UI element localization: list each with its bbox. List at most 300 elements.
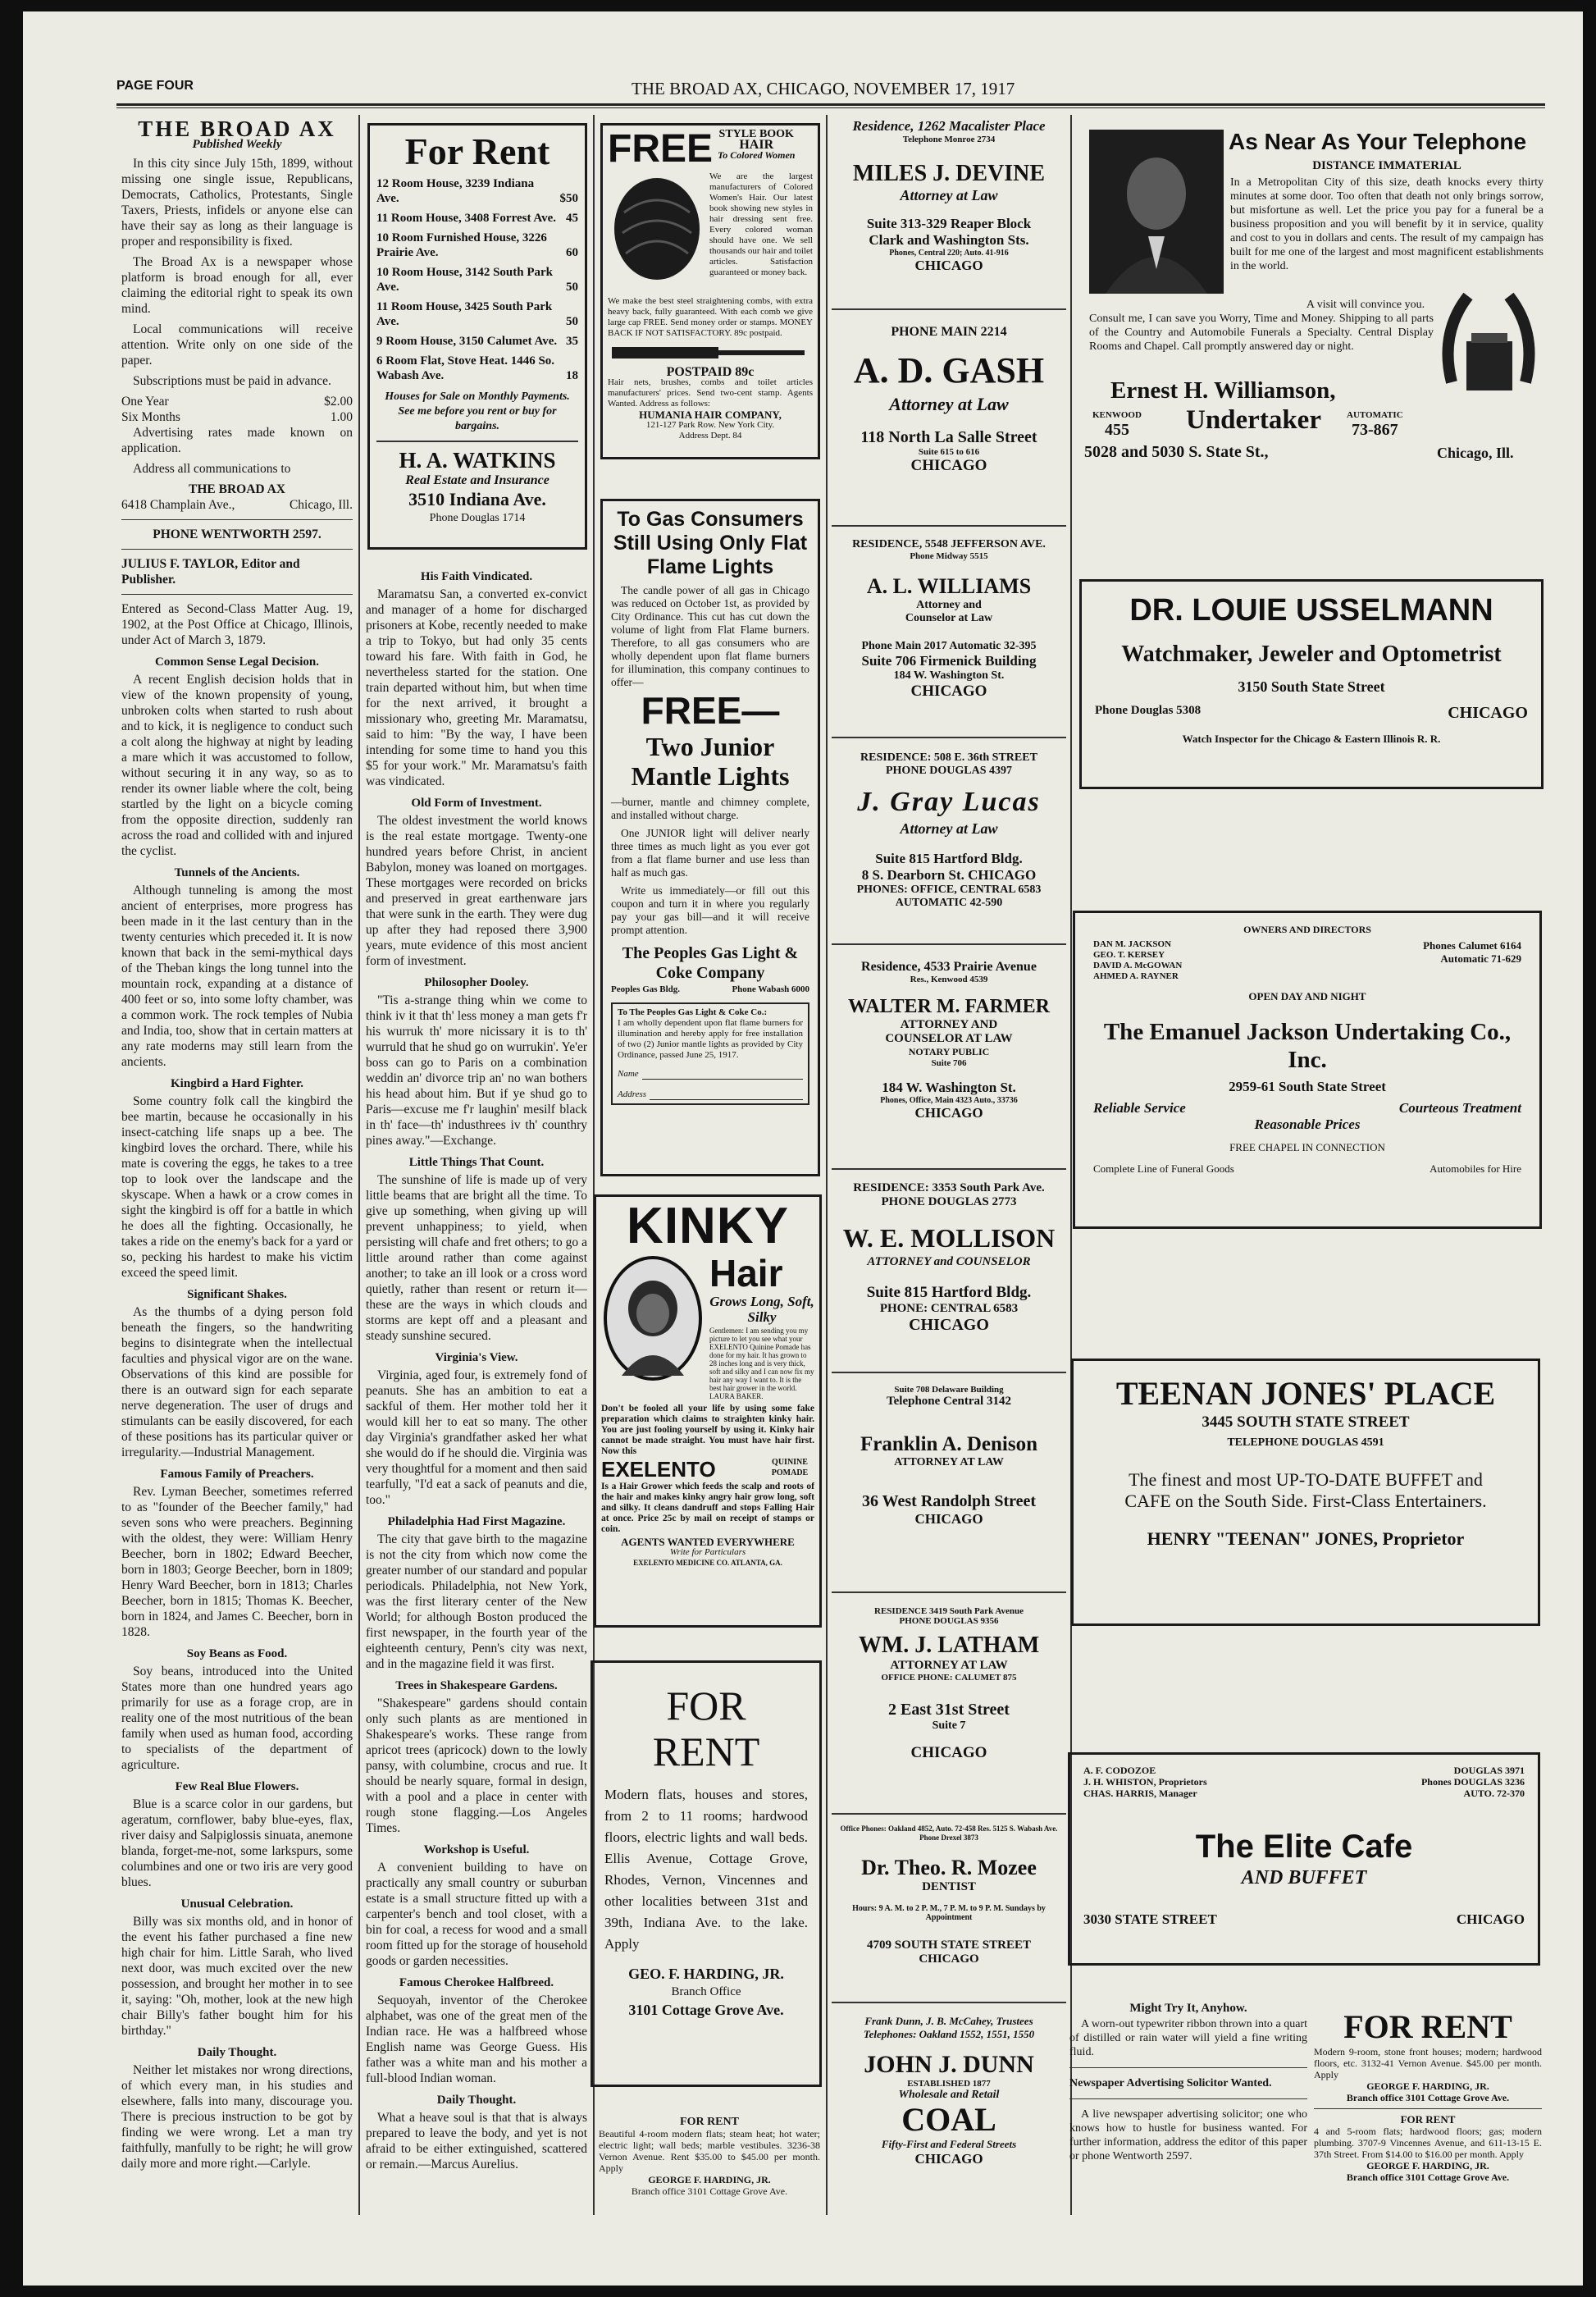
gash-card bbox=[830, 325, 1068, 512]
williamson-name: Ernest H. Williamson, bbox=[1110, 377, 1336, 404]
coupon-name-label: Name bbox=[618, 1069, 639, 1079]
card-phone: Phones, Central 220; Auto. 41-916 bbox=[889, 249, 1009, 258]
kinky-middle bbox=[601, 1253, 814, 1400]
for-rent-item-price: $50 bbox=[559, 192, 578, 205]
for-rent-item-text: 6 Room Flat, Stove Heat. 1446 So. Wabash Ave. bbox=[376, 354, 555, 382]
jackson-line: Complete Line of Funeral Goods bbox=[1093, 1162, 1234, 1175]
price-label: Six Months bbox=[121, 410, 180, 424]
gas-ad-two-lights: Two Junior Mantle Lights bbox=[631, 732, 790, 791]
price-value: 1.00 bbox=[330, 410, 353, 424]
card-suite: Suite 615 to 616 bbox=[918, 447, 980, 457]
gas-ad-bldg: Peoples Gas Bldg. bbox=[611, 984, 681, 994]
harding-for-rent-ad-4 bbox=[1309, 2005, 1547, 2207]
card-city: CHICAGO bbox=[910, 683, 987, 700]
masthead-platform: The Broad Ax is a newspaper whose platform is broad enough for all, ever claiming the editorial right to speak its own mind. bbox=[121, 255, 353, 316]
card-address: 118 North La Salle Street bbox=[860, 428, 1037, 446]
card-residence: Residence, 4533 Prairie Avenue bbox=[861, 960, 1037, 974]
jackson-service-row bbox=[1093, 1102, 1521, 1115]
card-phone: Phone Main 2017 Automatic 32-395 bbox=[861, 640, 1037, 652]
williamson-title: As Near As Your Telephone bbox=[1229, 129, 1527, 154]
article-heading: Soy Beans as Food. bbox=[186, 1647, 288, 1660]
for-rent-item bbox=[376, 265, 578, 295]
gas-ad-title: To Gas Consumers Still Using Only Flat Flame Lights bbox=[613, 508, 808, 578]
card-name: A. L. WILLIAMS bbox=[866, 574, 1032, 598]
article-heading: Common Sense Legal Decision. bbox=[155, 655, 319, 669]
article-heading: Might Try It, Anyhow. bbox=[1129, 2002, 1247, 2015]
williamson-visit: A visit will convince you. bbox=[1306, 299, 1425, 311]
rent4-title-2: FOR RENT bbox=[1400, 2113, 1456, 2126]
card-title: Attorney at Law bbox=[900, 187, 998, 203]
masthead-phone: PHONE WENTWORTH 2597. bbox=[153, 527, 321, 541]
article-heading: Daily Thought. bbox=[436, 2094, 517, 2107]
jackson-service: Reliable Service bbox=[1093, 1100, 1186, 1116]
article-heading: Little Things That Count. bbox=[408, 1156, 545, 1169]
column-six-bottom bbox=[1069, 2002, 1307, 2212]
article-body: Sequoyah, inventor of the Cherokee alphabet, was one of the great men of the Indian race. He was a halfbreed whose English name was George Guess. His father was a white man and his mother a full-blood Indian woman. bbox=[366, 1993, 587, 2085]
mollison-card bbox=[830, 1181, 1068, 1362]
article-body: A recent English decision holds that in view of the known propensity of young, unbroken colts when started to rush about and to kick, it is negligence to conduct such a colt along the highway at night by leading a mare which it was accustomed to follow, without securing it in any way, so as to render its owner liable where the colt, being startled by the light on a bicycle coming from the opposite direction, suddenly ran across the road and collided with and injured the cyclist. bbox=[121, 673, 353, 858]
card-established: ESTABLISHED 1877 bbox=[907, 2079, 991, 2089]
hair-ad-address: 121-127 Park Row. New York City. bbox=[645, 420, 775, 430]
article-body: Billy was six months old, and in honor of the event his father purchased a fine new high chair for him. Little Sarah, who lived next door, was much excited over the new possession, and brought her mother in to see it, saying: "Oh, mother, look at the new high chair Billy's father bought him for his birthday." bbox=[121, 1915, 353, 2038]
for-rent-item-text: 9 Room House, 3150 Calumet Ave. bbox=[376, 335, 558, 348]
jackson-phones bbox=[1423, 939, 1521, 982]
elite-top-row bbox=[1083, 1765, 1525, 1799]
article-heading: Philosopher Dooley. bbox=[424, 976, 529, 989]
usselmann-address: 3150 South State Street bbox=[1238, 678, 1385, 695]
rent3-body: Beautiful 4-room modern flats; steam heat; hot water; electric light; wall beds; marble vestibules. 3236-38 Vernon Avenue. Rent $35.00 to $45.00 per month. Apply bbox=[599, 2128, 820, 2174]
harding-for-rent-ad bbox=[591, 1660, 822, 2087]
usselmann-sub: Watchmaker, Jeweler and Optometrist bbox=[1121, 642, 1502, 667]
card-name: Franklin A. Denison bbox=[860, 1433, 1038, 1455]
hair-ad-free: FREE bbox=[608, 127, 714, 171]
hair-ad-postpaid: POSTPAID 89c bbox=[666, 365, 755, 379]
hair-style-book-ad bbox=[600, 123, 820, 459]
divider bbox=[121, 594, 353, 595]
card-name: J. Gray Lucas bbox=[857, 787, 1041, 817]
kinky-warning: Don't be fooled all your life by using some fake preparation which claims to straighten kinky hair. You are just fooling yourself by using it. Kinky hair cannot be made straight. You must have hair first. Now this bbox=[601, 1404, 814, 1456]
article-heading: Daily Thought. bbox=[197, 2046, 277, 2059]
price-label: One Year bbox=[121, 395, 169, 409]
jackson-auto: Automatic 71-629 bbox=[1440, 952, 1521, 965]
dateline: THE BROAD AX, CHICAGO, NOVEMBER 17, 1917 bbox=[632, 79, 1015, 98]
card-residence: RESIDENCE: 3353 South Park Ave. bbox=[853, 1181, 1045, 1194]
card-title: Counselor at Law bbox=[905, 612, 993, 624]
card-phone: Telephones: Oakland 1552, 1551, 1550 bbox=[863, 2028, 1035, 2040]
hair-ad-hair: HAIR bbox=[739, 138, 774, 152]
rent2-body: Modern flats, houses and stores, from 2 to 11 rooms; hardwood floors, electric lights and wall beds. Ellis Avenue, Cottage Grove, Rhodes, Vernon, Vincennes and other localities between 31st and 39th, Indiana Ave. to the lake. Apply bbox=[604, 1787, 808, 1952]
jackson-address: 2959-61 South State Street bbox=[1229, 1079, 1386, 1094]
for-rent-item-text: 10 Room House, 3142 South Park Ave. bbox=[376, 266, 554, 294]
teenan-proprietor: HENRY "TEENAN" JONES, Proprietor bbox=[1147, 1528, 1465, 1549]
article-body: "Shakespeare" gardens should contain only such plants as are mentioned in Shakespeare's works. These range from apricot trees (apricock) down to the lowly pansy, with columbine, crocus and rue. It should be nearly square, formal in design, with a pool and a place in center with rough stone flagging.—Los Angeles Times. bbox=[366, 1696, 587, 1835]
williamson-consult: Consult me, I can save you Worry, Time and Money. Shipping to all parts of the Country and Automobile Funerals a Specialty. Central Display Rooms and Chapel. Call promptly answered day or night. bbox=[1089, 313, 1434, 353]
article-body: The oldest investment the world knows is the real estate mortgage. Twenty-one hundred years before Christ, in ancient Babylon, money was loaned on mortgages. These mortgages were recorded on bricks and preserved in great earthenware jars that were sunk in the earth. They were dug up after they had reposed there 3,900 years, mute evidence of this most ancient form of investment. bbox=[366, 814, 587, 968]
williamson-subtitle: DISTANCE IMMATERIAL bbox=[1312, 159, 1461, 172]
elite-proprietors bbox=[1083, 1765, 1207, 1799]
gas-ad-desc: —burner, mantle and chimney complete, and installed without charge. bbox=[611, 796, 809, 821]
price-value: $2.00 bbox=[324, 395, 353, 409]
hair-ad-body: We are the largest manufacturers of Colored Women's Hair. Our latest book showing new styles in hair dressing sent free. Every colored woman should have one. We sell thousands our hair and toilet articles. Satisfaction guaranteed or money back. bbox=[709, 171, 813, 277]
williamson-portrait bbox=[1089, 130, 1224, 294]
article-body: Neither let mistakes nor wrong directions, of which every man, in his studies and elsewhere, falls into many, discourage you. There is precious instruction to be got by finding we were wrong. Let a man try faithfully, manfully to be right; he will grow daily more and more right.—Carlyle. bbox=[121, 2063, 353, 2171]
article-heading: Famous Family of Preachers. bbox=[160, 1468, 314, 1481]
williams-card bbox=[830, 538, 1068, 719]
card-city: CHICAGO bbox=[914, 2151, 983, 2167]
for-rent-item-price: 45 bbox=[566, 212, 578, 225]
card-residence: RESIDENCE, 5548 JEFFERSON AVE. bbox=[852, 538, 1046, 550]
masthead-paper: THE BROAD AX bbox=[189, 482, 285, 496]
card-phone: PHONE: CENTRAL 6583 bbox=[879, 1302, 1019, 1315]
divider bbox=[832, 737, 1066, 738]
card-name: A. D. GASH bbox=[853, 350, 1045, 390]
card-name: MILES J. DEVINE bbox=[852, 161, 1046, 186]
divider bbox=[832, 943, 1066, 945]
for-rent-item-price: 60 bbox=[566, 246, 578, 259]
card-address: Suite 313-329 Reaper Block bbox=[866, 216, 1032, 231]
elite-name: The Elite Cafe bbox=[1195, 1829, 1413, 1865]
kinky-hair-ad bbox=[594, 1194, 822, 1628]
card-residence-phone: PHONE DOUGLAS 4397 bbox=[885, 765, 1012, 777]
card-address: 36 West Randolph Street bbox=[861, 1492, 1037, 1510]
jackson-owner: AHMED A. RAYNER bbox=[1093, 971, 1179, 981]
masthead-address-to: Address all communications to bbox=[133, 462, 291, 476]
masthead-entered: Entered as Second-Class Matter Aug. 19, 1902, at the Post Office at Chicago, Illinois, under Act of March 3, 1879. bbox=[121, 602, 353, 647]
card-residence-phone: Res., Kenwood 4539 bbox=[910, 975, 988, 984]
kinky-grower: Is a Hair Grower which feeds the scalp and roots of the hair and makes kinky angry hair grow long, soft and silky. It cleans dandruff and stops Falling Hair at once. Price 25c by mail on receipt of stamps or coin. bbox=[601, 1482, 814, 1534]
denison-card bbox=[830, 1385, 1068, 1582]
for-rent-item bbox=[376, 211, 578, 226]
hair-ad-top bbox=[608, 129, 813, 170]
article-heading: Workshop is Useful. bbox=[423, 1843, 530, 1856]
article-body: Although tunneling is among the most ancient of enterprises, more progress has been made in it the last century than in the twenty centuries which preceded it. It is now known that back in the semi-mythical days of the Theban kings the long tunnel into the mountain rock, expanding at a distance of 400 feet or so, into some lofty chamber, was a common work. The rock temples of Nubia and India, too, show that in certain matters at any rate moderns may still learn from the ancients. bbox=[121, 884, 353, 1069]
article-body: "Tis a-strange thing whin we come to think iv it that th' less money a man gets f'r his wurruk th' more nicissary it is to th' wurruld that he shud go on wurrukin'. Ye'er boss can go to Paris on a combination weddin an' divorce trip an' no wan bothers his head about him. But if ye shud go to Paris—excuse me f'r laughin' mesilf black in th' face—th' industhrees iv th' counthry pines away."—Exchange. bbox=[366, 993, 587, 1148]
williamson-undertaker: Undertaker bbox=[1186, 405, 1321, 435]
for-rent-item-price: 50 bbox=[566, 281, 578, 294]
rent3-agent: GEORGE F. HARDING, JR. bbox=[648, 2174, 771, 2185]
divider bbox=[1069, 2067, 1307, 2068]
card-address: Suite 706 Firmenick Building bbox=[861, 653, 1037, 669]
elite-proprietor: A. F. CODOZOE bbox=[1083, 1765, 1156, 1776]
hair-ad-comb: We make the best steel straightening combs, with extra heavy back, fully guaranteed. With each comb we give large cap FREE. Send money order or stamps. MONEY BACK IF NOT SATISFACTORY. 89c postpaid. bbox=[608, 296, 813, 338]
jackson-line-row bbox=[1093, 1162, 1521, 1176]
hair-ad-company: HUMANIA HAIR COMPANY, bbox=[639, 409, 782, 421]
kinky-hair-title: Hair bbox=[709, 1252, 783, 1295]
article-heading: Old Form of Investment. bbox=[411, 797, 542, 810]
jackson-phone: Phones Calumet 6164 bbox=[1423, 939, 1521, 952]
jackson-names bbox=[1093, 939, 1182, 982]
for-rent-list bbox=[376, 176, 578, 383]
rent3-office: Branch office 3101 Cottage Grove Ave. bbox=[631, 2185, 788, 2197]
williamson-auto bbox=[1347, 410, 1403, 439]
card-trustees: Frank Dunn, J. B. McCahey, Trustees bbox=[864, 2015, 1033, 2027]
card-residence-phone: Telephone Monroe 2734 bbox=[902, 135, 996, 144]
mozee-card bbox=[830, 1824, 1068, 1964]
rent4-body-2: 4 and 5-room flats; hardwood floors; gas; modern plumbing. 3707-9 Vincennes Avenue, and 611-13-15 E. 37th Street. From $14.00 to $16.00 per month. Apply bbox=[1314, 2126, 1542, 2160]
agent-phone: Phone Douglas 1714 bbox=[429, 512, 526, 524]
rent4-agent: GEORGE F. HARDING, JR. bbox=[1366, 2080, 1489, 2092]
teenan-body: The finest and most UP-TO-DATE BUFFET and CAFE on the South Side. First-Class Entertainers. bbox=[1124, 1469, 1487, 1511]
article-heading: His Faith Vindicated. bbox=[420, 570, 533, 583]
card-address: 184 W. Washington St. bbox=[893, 669, 1005, 682]
card-suite: Suite 7 bbox=[932, 1719, 966, 1732]
article-body: Blue is a scarce color in our gardens, but ageratum, cornflower, baby blue-eyes, flax, river daisy and Salpiglossis sinuata, anemone blanda, forget-me-not, some larkspurs, some columbines and one or two iris are very good blues. bbox=[121, 1797, 353, 1889]
card-coal: COAL bbox=[901, 2101, 996, 2138]
article-body: Soy beans, introduced into the United States more than one hundred years ago primarily for use as a forage crop, are in reality one of the most nutritious of the bean family when used as human food, according to specialists of the department of agriculture. bbox=[121, 1665, 353, 1772]
jackson-chapel: FREE CHAPEL IN CONNECTION bbox=[1229, 1141, 1385, 1153]
kinky-pomade: QUININE POMADE bbox=[771, 1458, 809, 1477]
divider bbox=[832, 525, 1066, 527]
masthead-intro: In this city since July 15th, 1899, without missing one single issue, Republicans, Democrats, Catholics, Protestants, Single Taxers, Priests, infidels or anyone else can have their say as long as their language is proper and responsibility is fixed. bbox=[121, 157, 353, 249]
rent2-office: Branch Office bbox=[671, 1985, 741, 1998]
card-phone: Telephone Central 3142 bbox=[887, 1395, 1011, 1408]
rent2-agent: GEO. F. HARDING, JR. bbox=[628, 1966, 784, 1982]
agent-address: 3510 Indiana Ave. bbox=[408, 489, 546, 509]
divider bbox=[832, 1372, 1066, 1373]
elite-phones bbox=[1421, 1765, 1525, 1799]
card-suite: Suite 706 bbox=[931, 1058, 967, 1068]
card-title: ATTORNEY AT LAW bbox=[890, 1659, 1008, 1672]
masthead-adv: Advertising rates made known on application. bbox=[121, 426, 353, 455]
card-city: CHICAGO bbox=[919, 1952, 979, 1964]
williamson-city: Chicago, Ill. bbox=[1437, 445, 1514, 461]
rent4-body: Modern 9-room, stone front houses; modern; hardwood floors, etc. 3132-41 Vernon Avenue. $45.00 per month. Apply bbox=[1314, 2046, 1542, 2080]
rent4-agent-2: GEORGE F. HARDING, JR. bbox=[1366, 2160, 1489, 2171]
card-phone-top: PHONE MAIN 2214 bbox=[891, 325, 1007, 339]
rent2-title-2: RENT bbox=[652, 1728, 760, 1774]
elite-manager: CHAS. HARRIS, Manager bbox=[1083, 1788, 1197, 1799]
card-title: COUNSELOR AT LAW bbox=[885, 1032, 1013, 1045]
divider bbox=[832, 1813, 1066, 1815]
masthead bbox=[121, 121, 353, 2213]
card-residence-phone: PHONE DOUGLAS 2773 bbox=[881, 1195, 1017, 1208]
article-body: Some country folk call the kingbird the bee martin, because he occasionally in his insect-catching life snaps up a bee. The kingbird loves the orchard. There, while his mate is covering the eggs, he takes to a tree top to look over the landscape and the skyscape. When a hawk or a crow comes in sight the kingbird is off for a battle in which he does all the fighting. Occasionally, he takes a ride on the enemy's back for a yard or so, pecking his hardest to make his victim exceed the speed limit. bbox=[121, 1094, 353, 1280]
for-rent-item-text: 11 Room House, 3408 Forrest Ave. bbox=[376, 212, 557, 225]
card-phone: Phones, Office, Main 4323 Auto., 33736 bbox=[880, 1096, 1018, 1105]
coupon-body: I am wholly dependent upon flat flame burners for illumination and hereby apply for free installation of two (2) Junior mantle lights as provided by City Ordinance, passed June 25, 1917. bbox=[618, 1018, 803, 1060]
agent-sub: Real Estate and Insurance bbox=[405, 473, 549, 487]
lucas-card bbox=[830, 751, 1068, 932]
for-rent-title: For Rent bbox=[404, 130, 550, 172]
card-address: Clark and Washington Sts. bbox=[869, 232, 1029, 248]
article-body: A convenient building to have on practically any small country or suburban estate is a small structure fitted up with a carpenter's bench and tool closet, with a bin for coal, a recess for wood and a small room fitted up for the storage of household goods or garden necessities. bbox=[366, 1861, 587, 1968]
card-phone: AUTOMATIC 42-590 bbox=[895, 897, 1003, 909]
elite-cafe-ad bbox=[1068, 1752, 1540, 1966]
usselmann-phone: Phone Douglas 5308 bbox=[1095, 704, 1202, 717]
auto-label: AUTOMATIC bbox=[1347, 410, 1403, 420]
article-body: The city that gave birth to the magazine is not the city from which now come the greater number of our standard and popular periodicals. Philadelphia, not New York, was the first literary center of the New World; for although Boston produced the first newspaper, in the fourth year of the eighteenth century, Penn's city was next, and in the magazine field it was first. bbox=[366, 1532, 587, 1671]
card-name: JOHN J. DUNN bbox=[864, 2051, 1034, 2078]
card-title: ATTORNEY and COUNSELOR bbox=[867, 1255, 1031, 1268]
for-rent-item bbox=[376, 334, 578, 349]
usselmann-note: Watch Inspector for the Chicago & Eastern Illinois R. R. bbox=[1182, 733, 1441, 745]
comb-illustration bbox=[608, 339, 813, 363]
divider bbox=[121, 549, 353, 550]
elite-proprietor: J. H. WHISTON, Proprietors bbox=[1083, 1776, 1207, 1788]
masthead-subs: Subscriptions must be paid in advance. bbox=[133, 374, 331, 388]
card-city: CHICAGO bbox=[910, 1744, 987, 1761]
card-address: 2 East 31st Street bbox=[888, 1701, 1010, 1719]
for-rent-item-price: 50 bbox=[566, 315, 578, 328]
article-body: Rev. Lyman Beecher, sometimes referred to as "founder of the Beecher family," had seven sons who were preachers. Beginning with the oldest, they were: William Henry Beecher, born in 1802; Edward Beecher, born in 1803; George Beecher, born in 1809; Henry Ward Beecher, born in 1813; Charles Beecher, born in 1815; Thomas K. Beecher, born in 1824, and James C. Beecher, born in 1828. bbox=[121, 1485, 353, 1639]
elite-phone: AUTO. 72-370 bbox=[1463, 1788, 1525, 1799]
card-city: CHICAGO bbox=[914, 1511, 983, 1527]
for-rent-note: Houses for Sale on Monthly Payments. See me before you rent or buy for bargains. bbox=[385, 390, 570, 432]
woman-portrait bbox=[601, 1253, 705, 1384]
for-rent-item-text: 12 Room House, 3239 Indiana Ave. bbox=[376, 177, 535, 205]
card-address: Suite 815 Hartford Bldg. bbox=[866, 1284, 1032, 1301]
kinky-write: Write for Particulars bbox=[669, 1547, 746, 1557]
jackson-owners: OWNERS AND DIRECTORS bbox=[1243, 924, 1371, 935]
card-name: WM. J. LATHAM bbox=[858, 1633, 1040, 1658]
masthead-address: 6418 Champlain Ave., bbox=[121, 498, 235, 512]
teenan-jones-ad bbox=[1071, 1359, 1540, 1626]
card-address: 184 W. Washington St. bbox=[882, 1080, 1016, 1095]
article-body: Virginia, aged four, is extremely fond of peanuts. She has an ambition to eat a sackful of them. Her mother told her it would kill her to eat so many. The other day Virginia's grandfather asked her what she would do if he should die. Virginia was very thoughtful for a moment and then said tearfully, "I'd eat a sack of peanuts and die, too." bbox=[366, 1368, 587, 1507]
dunn-card bbox=[830, 2015, 1068, 2208]
kinky-agents: AGENTS WANTED EVERYWHERE bbox=[621, 1536, 795, 1548]
card-residence: RESIDENCE 3419 South Park Avenue bbox=[874, 1606, 1024, 1616]
column-two-articles bbox=[366, 563, 587, 2212]
article-body: The sunshine of life is made up of very little beams that are bright all the time. To give up something, when giving up will prevent unhappiness; to yield, when persisting will chafe and fret others; to go a little around rather than come against another; to take an ill look or a cross word quietly, rather than resent or return it—these are the ways in which clouds and storms are kept off and a pleasant and steady sunshine secured. bbox=[366, 1173, 587, 1343]
gas-ad-contact-row bbox=[611, 983, 809, 996]
teenan-telephone: TELEPHONE DOUGLAS 4591 bbox=[1227, 1436, 1384, 1449]
card-address: Fifty-First and Federal Streets bbox=[881, 2138, 1017, 2150]
jackson-prices: Reasonable Prices bbox=[1254, 1117, 1361, 1132]
article-heading: Kingbird a Hard Fighter. bbox=[171, 1077, 303, 1090]
rent3-title: FOR RENT bbox=[680, 2117, 739, 2128]
column-rule bbox=[826, 115, 828, 2215]
usselmann-name: DR. LOUIE USSELMANN bbox=[1129, 593, 1493, 628]
card-residence-phone: PHONE DOUGLAS 9356 bbox=[899, 1616, 999, 1626]
card-city: CHICAGO bbox=[914, 258, 983, 273]
masthead-local: Local communications will receive attention. Write only on one side of the paper. bbox=[121, 322, 353, 368]
hair-ad-style-book: STYLE BOOK bbox=[718, 128, 794, 140]
rent4-title: FOR RENT bbox=[1343, 2008, 1512, 2045]
coupon-address-label: Address bbox=[618, 1089, 647, 1099]
hair-ad-colored: To Colored Women bbox=[718, 149, 796, 161]
kenwood-number: 455 bbox=[1104, 421, 1129, 439]
masthead-subtitle: Published Weekly bbox=[192, 138, 282, 151]
card-phone: OFFICE PHONE: CALUMET 875 bbox=[881, 1673, 1017, 1683]
article-heading: Philadelphia Had First Magazine. bbox=[387, 1515, 566, 1528]
card-phone: PHONES: OFFICE, CENTRAL 6583 bbox=[856, 884, 1042, 896]
elite-phone: Phones DOUGLAS 3236 bbox=[1420, 1776, 1525, 1788]
divider bbox=[832, 308, 1066, 310]
kinky-grows: Grows Long, Soft, Silky bbox=[709, 1294, 814, 1325]
for-rent-item bbox=[376, 354, 578, 383]
for-rent-item-price: 35 bbox=[566, 335, 578, 348]
kinky-company: EXELENTO MEDICINE CO. ATLANTA, GA. bbox=[633, 1559, 782, 1567]
auto-number: 73-867 bbox=[1351, 421, 1398, 439]
card-address: 4709 SOUTH STATE STREET bbox=[867, 1939, 1031, 1952]
coupon-address-line bbox=[618, 1089, 803, 1100]
divider bbox=[376, 441, 578, 442]
hair-ad-dept: Address Dept. 84 bbox=[678, 431, 742, 441]
card-office: Suite 708 Delaware Building bbox=[894, 1385, 1004, 1395]
card-residence-phone: Phone Midway 5515 bbox=[910, 551, 988, 561]
rent2-title-1: FOR bbox=[666, 1683, 746, 1728]
agent-name: H. A. WATKINS bbox=[399, 448, 556, 473]
card-wholesale: Wholesale and Retail bbox=[898, 2089, 1000, 2101]
card-phone: Office Phones: Oakland 4852, Auto. 72-458 Res. 5125 S. Wabash Ave. Phone Drexel 3873 bbox=[840, 1824, 1058, 1842]
for-rent-item bbox=[376, 231, 578, 260]
card-name: WALTER M. FARMER bbox=[847, 996, 1050, 1017]
jackson-courteous: Courteous Treatment bbox=[1398, 1100, 1521, 1116]
hair-switch-illustration bbox=[608, 171, 706, 295]
kenwood-label: KENWOOD bbox=[1092, 410, 1142, 420]
elite-bottom-row bbox=[1083, 1911, 1525, 1927]
divider bbox=[832, 1168, 1066, 1170]
jackson-owner: GEO. T. KERSEY bbox=[1093, 950, 1165, 960]
card-title: ATTORNEY AT LAW bbox=[894, 1456, 1004, 1468]
card-residence: RESIDENCE: 508 E. 36th STREET bbox=[860, 751, 1037, 764]
elite-phone: DOUGLAS 3971 bbox=[1453, 1765, 1525, 1776]
card-hours: Hours: 9 A. M. to 2 P. M., 7 P. M. to 9 P. M. Sundays by Appointment bbox=[852, 1904, 1046, 1922]
card-title: Attorney at Law bbox=[900, 820, 998, 837]
jackson-undertaking-ad bbox=[1073, 911, 1542, 1229]
for-rent-item bbox=[376, 176, 578, 206]
gas-ad-company: The Peoples Gas Light & Coke Company bbox=[622, 944, 799, 982]
jackson-owner: DAN M. JACKSON bbox=[1093, 939, 1172, 949]
coupon-to: To The Peoples Gas Light & Coke Co.: bbox=[618, 1007, 768, 1017]
kinky-title: KINKY bbox=[627, 1198, 789, 1254]
rent4-office-2: Branch office 3101 Cottage Grove Ave. bbox=[1346, 2171, 1510, 2183]
header-rule bbox=[116, 103, 1545, 106]
card-city: CHICAGO bbox=[909, 1316, 989, 1334]
kinky-right bbox=[709, 1253, 814, 1400]
devine-card bbox=[830, 118, 1068, 302]
williamson-undertaker-ad bbox=[1081, 123, 1545, 468]
wanted-heading: Newspaper Advertising Solicitor Wanted. bbox=[1069, 2077, 1272, 2089]
coupon-address-blank[interactable] bbox=[650, 1089, 803, 1100]
article-body: As the thumbs of a dying person fold beneath the fingers, so the handwriting begins to disintegrate when the intellectual faculties and physical vigor are on the wane. Observations of this kind are possible for there is an outward sign for each separate nerve degeneration. The user of drugs and stimulants can be easily discovered, for each of these positions has its particular quiver or irregularity.—Industrial Management. bbox=[121, 1305, 353, 1459]
gas-ad-p2: One JUNIOR light will deliver nearly three times as much light as you ever got from a flat flame burner and use less than half as much gas. bbox=[611, 827, 809, 879]
card-name: Dr. Theo. R. Mozee bbox=[861, 1856, 1037, 1879]
hair-ad-heading bbox=[718, 129, 795, 161]
farmer-card bbox=[830, 960, 1068, 1157]
header-rule-thin bbox=[116, 107, 1545, 108]
card-title: Attorney and bbox=[916, 599, 982, 611]
teenan-address: 3445 SOUTH STATE STREET bbox=[1202, 1413, 1410, 1431]
for-rent-ad bbox=[367, 123, 587, 550]
kinky-quote: Gentlemen: I am sending you my picture to let you see what your EXELENTO Quinine Pomade has done for my hair. It has grown to 28 inches long and is very thick, soft and silky and I can now fix my hair any way I want to. It is the best hair grower in the world. LAURA BAKER. bbox=[709, 1327, 814, 1400]
page-number: PAGE FOUR bbox=[116, 79, 194, 93]
price-row bbox=[121, 394, 353, 409]
divider bbox=[1069, 2098, 1307, 2099]
card-city: CHICAGO bbox=[914, 1105, 983, 1121]
rent4-office: Branch office 3101 Cottage Grove Ave. bbox=[1346, 2092, 1510, 2103]
masthead-city: Chicago, Ill. bbox=[289, 498, 353, 512]
hair-ad-agents: Hair nets, brushes, combs and toilet articles manufacturers' prices. Send two-cent stamp. Agents Wanted. Address as follows: bbox=[608, 377, 813, 409]
card-residence: Residence, 1262 Macalister Place bbox=[852, 118, 1046, 134]
gas-ad-phone: Phone Wabash 6000 bbox=[732, 984, 809, 994]
article-body: What a heave soul is that that is always prepared to leave the body, and yet is not afraid to be either extinguished, scattered or remain.—Marcus Aurelius. bbox=[366, 2111, 587, 2171]
masthead-title: THE BROAD AX bbox=[138, 121, 336, 141]
gas-coupon bbox=[611, 1002, 809, 1105]
card-name: W. E. MOLLISON bbox=[842, 1223, 1056, 1253]
divider bbox=[832, 2002, 1066, 2003]
wreath-illustration bbox=[1435, 284, 1542, 407]
jackson-name: The Emanuel Jackson Undertaking Co., Inc. bbox=[1103, 1019, 1512, 1073]
gas-ad-p3: Write us immediately—or fill out this coupon and turn it in where you regularly pay your gas bill—and it will receive prompt attention. bbox=[611, 884, 809, 936]
card-notary: NOTARY PUBLIC bbox=[908, 1046, 990, 1057]
coupon-name-blank[interactable] bbox=[642, 1069, 803, 1080]
usselmann-city: CHICAGO bbox=[1448, 704, 1528, 722]
article-body: Maramatsu San, a converted ex-convict and manager of a home for discharged prisoners at Kobe, recently needed to make a trip to Tokyo, but had only 35 cents toward his fare. With faith in God, he nevertheless started for the station. One train departed without him, but when time for the next arrived, it brought a missionary who, greeting Mr. Maramatsu, said to him: "By the way, I have been intending for some time to hand you this $5 for your work." Mr. Maramatsu's faith was vindicated. bbox=[366, 587, 587, 788]
usselmann-contact-row bbox=[1095, 704, 1528, 723]
article-heading: Famous Cherokee Halfbreed. bbox=[399, 1976, 554, 1989]
